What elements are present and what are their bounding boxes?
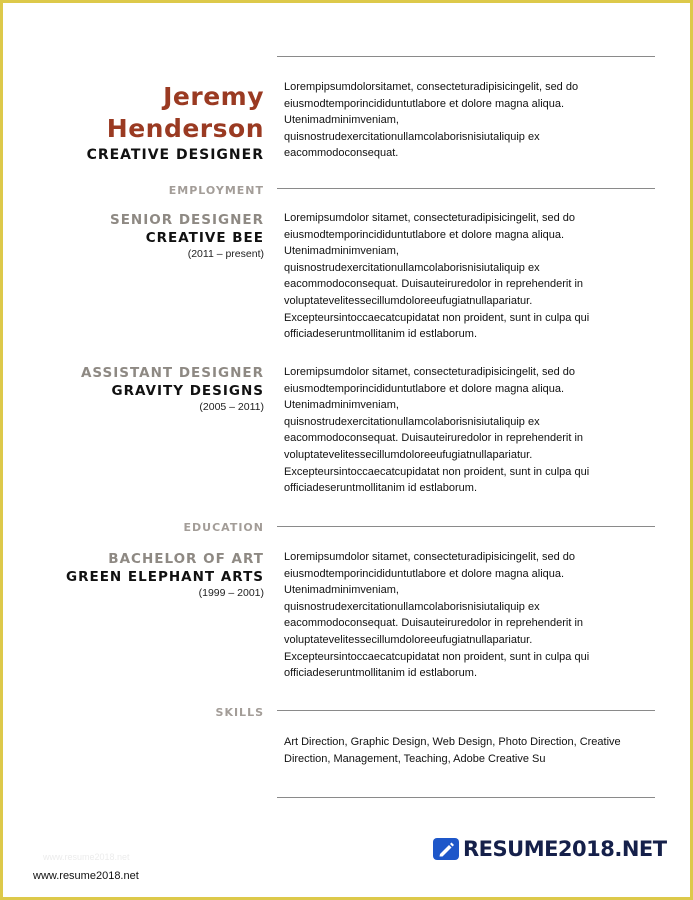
education-dates: (1999 – 2001)	[198, 587, 264, 599]
name-block	[87, 81, 264, 164]
job-2-company: GRAVITY DESIGNS	[111, 383, 264, 399]
education-description: Loremipsumdolor sitamet, consecteturadipisicingelit, sed do eiusmodtemporincididuntutlabore et dolore magna aliqua. Utenimadminimveniam, quisnostrudexercitationullamcolaborisnisiutaliquip ex eacommodoconsequat. Duisauteiruredolor in reprehenderit in voluptatevelitessecillumdoloreeufugiatnullapariatur. Excepteursintoccaecatcupidatat non proident, sunt in culpa qui officiadeseruntmollitanim id estlaborum.	[284, 551, 590, 680]
job-1-company: CREATIVE BEE	[145, 230, 264, 246]
degree-title: BACHELOR OF ART	[108, 551, 264, 567]
intro-paragraph: Lorempipsumdolorsitamet, consecteturadipisicingelit, sed do eiusmodtemporincididuntutlabore et dolore magna aliqua. Utenimadminimveniam, quisnostrudexercitationullamcolaborisnisiutaliquip ex eacommodoconsequat.	[284, 81, 579, 160]
skills-divider	[277, 710, 655, 711]
professional-title: CREATIVE DESIGNER	[86, 147, 264, 163]
skills-list: Art Direction, Graphic Design, Web Design, Photo Direction, Creative Direction, Management, Teaching, Adobe Creative Su	[284, 736, 621, 765]
job-1-description: Loremipsumdolor sitamet, consecteturadipisicingelit, sed do eiusmodtemporincididuntutlabore et dolore magna aliqua. Utenimadminimveniam, quisnostrudexercitationullamcolaborisnisiutaliquip ex eacommodoconsequat. Duisauteiruredolor in reprehenderit in voluptatevelitessecillumdoloreeufugiatnullapariatur. Excepteursintoccaecatcupidatat non proident, sunt in culpa qui officiadeseruntmollitanim id estlaborum.	[284, 212, 590, 341]
employment-heading: EMPLOYMENT	[168, 184, 264, 197]
skills-heading: SKILLS	[215, 706, 264, 719]
site-logo[interactable]	[433, 837, 667, 861]
job-2-dates: (2005 – 2011)	[199, 401, 264, 413]
job-1-header	[110, 211, 264, 262]
first-name: Jeremy	[163, 82, 264, 111]
last-name: Henderson	[106, 114, 264, 143]
school-name: GREEN ELEPHANT ARTS	[66, 569, 264, 585]
employment-divider	[277, 188, 655, 189]
education-divider	[277, 526, 655, 527]
education-header	[66, 550, 264, 601]
job-2-description: Loremipsumdolor sitamet, consecteturadipisicingelit, sed do eiusmodtemporincididuntutlabore et dolore magna aliqua. Utenimadminimveniam, quisnostrudexercitationullamcolaborisnisiutaliquip ex eacommodoconsequat. Duisauteiruredolor in reprehenderit in voluptatevelitessecillumdoloreeufugiatnullapariatur. Excepteursintoccaecatcupidatat non proident, sunt in culpa qui officiadeseruntmollitanim id estlaborum.	[284, 366, 590, 495]
job-1-dates: (2011 – present)	[187, 248, 264, 260]
watermark-text: www.resume2018.net	[43, 852, 130, 862]
logo-text: RESUME2018.NET	[463, 837, 667, 861]
job-2-title: ASSISTANT DESIGNER	[80, 365, 264, 381]
job-2-header	[81, 364, 264, 415]
job-1-title: SENIOR DESIGNER	[109, 212, 264, 228]
top-divider	[277, 56, 655, 57]
education-heading: EDUCATION	[183, 521, 264, 534]
bottom-divider	[277, 797, 655, 798]
footer-url-link[interactable]: www.resume2018.net	[33, 870, 139, 882]
pen-icon	[433, 838, 459, 860]
